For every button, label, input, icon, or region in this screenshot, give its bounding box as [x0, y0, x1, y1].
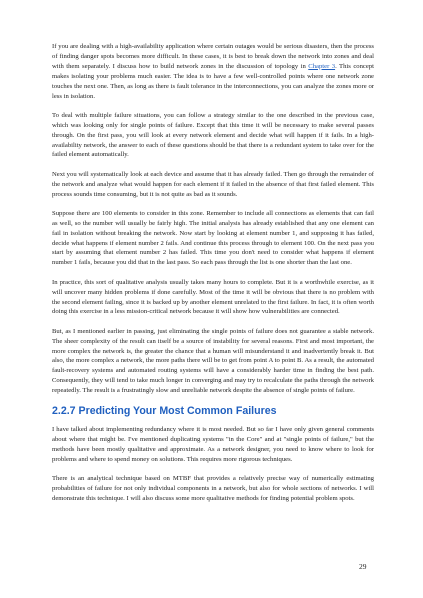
paragraph-systematic-analysis: Next you will systematically look at each device and assume that it has already failed. Then go through the remainder of the network and analyze what would happen for each element if it failed in the absence of that first failed element. This process sounds time consuming, but it is not quite as bad as it sounds.	[52, 170, 374, 198]
paragraph-zones-text-start: If you are dealing with a high-availability application where certain outages would be serious disasters, then the process of finding danger spots becomes more difficult. In these cases, it is best to break down the network into zones and deal with them separately. I discuss how to build network zones in the discussion of topology in	[52, 43, 374, 70]
paragraph-mtbf: There is an analytical technique based on MTBF that provides a relatively precise way of numerically estimating probabilities of failure for not only individual components in a network, but also for whole sections of networks. I will demonstrate this technique. I will also discuss some more qualitative methods for finding potential problem spots.	[52, 475, 374, 503]
paragraph-qualitative-analysis: In practice, this sort of qualitative analysis usually takes many hours to complete. But it is a worthwhile exercise, as it will uncover many hidden problems if done carefully. Most of the time it will be obvious that there is no problem with the second element failing, since it is backed up by another element unrelated to the first failure. In fact, it is often worth doing this exercise in a less mission-critical network because it will show how vulnerabilities are connected.	[52, 278, 374, 316]
paragraph-hundred-elements: Suppose there are 100 elements to consider in this zone. Remember to include all connections as elements that can fail as well, so the number will usually be fairly high. The initial analysis has already established that any one element can fail in isolation without breaking the network. Now start by looking at element number 1, and supposing it has failed, decide what happens if element number 2 fails. And continue this process through to element 100. On the next pass you start by assuming that element number 2 has failed. This time you don't need to consider what happens if element number 1 fails, because you did that in the last pass. So each pass through the list is one shorter than the last one.	[52, 209, 374, 267]
page-number: 29	[359, 562, 367, 571]
chapter-3-link[interactable]: Chapter 3	[308, 62, 336, 70]
paragraph-zones-text-end: . This concept makes isolating your problems much easier. The idea is to have a few well-controlled points where one network zone touches the next one. Then, as long as there is fault tolerance in the interconnections, you can analyze the zones more or less in isolation.	[52, 62, 374, 100]
section-heading: 2.2.7 Predicting Your Most Common Failures	[52, 405, 277, 418]
paragraph-complexity: But, as I mentioned earlier in passing, just eliminating the single points of failure does not guarantee a stable network. The sheer complexity of the result can itself be a source of instability for several reasons. First and most important, the more complex the network is, the greater the chance that a human will misunderstand it and inadvertently break it. But also, the more complex a network, the more paths there will be to get from point A to point B. As a result, the automated fault-recovery systems and automated routing systems will have a considerably harder time in finding the best path. Consequently, they will tend to take much longer in converging and may try to recalculate the paths through the network repeatedly. The result is a frustratingly slow and unreliable network despite the absence of single points of failure.	[52, 327, 374, 395]
page-body	[52, 42, 374, 514]
paragraph-multiple-failures: To deal with multiple failure situations, you can follow a strategy similar to the one described in the previous case, which was looking only for single points of failure. Except that this time it will be necessary to make several passes through. On the first pass, you will look at every network element and decide what will happen if it fails. In a high-availability network, the answer to each of these questions should be that there is a redundant system to take over for the failed element automatically.	[52, 111, 374, 159]
paragraph-redundancy: I have talked about implementing redundancy where it is most needed. But so far I have only given general comments about where that might be. I've mentioned duplicating systems "in the Core" and at "single points of failure," but the methods have been mostly qualitative and approximate. As a network designer, you need to know where to look for problems and where to spend money on solutions. This requires more rigorous techniques.	[52, 426, 374, 464]
paragraph-zones	[52, 42, 374, 101]
